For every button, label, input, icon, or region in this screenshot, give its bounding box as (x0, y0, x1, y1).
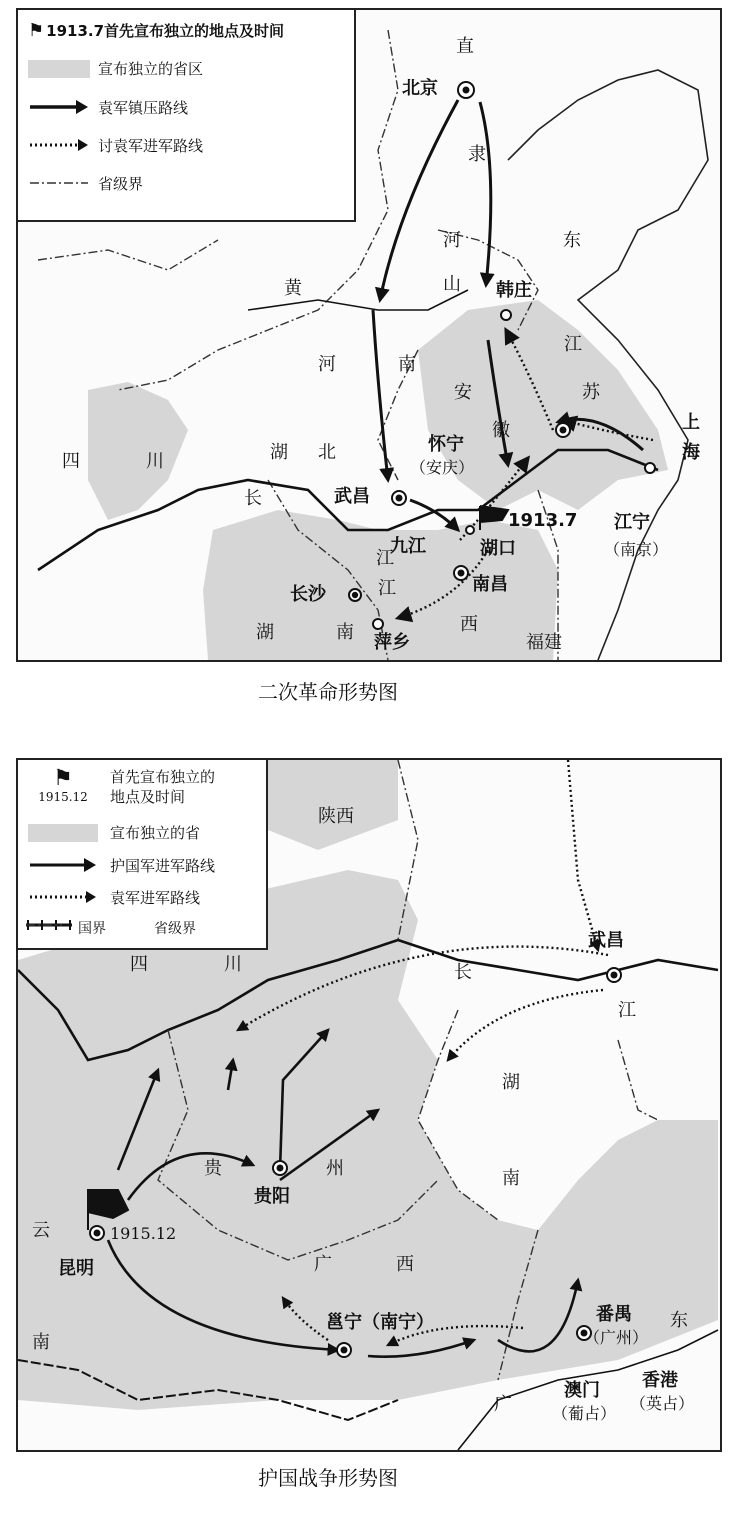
label-shanghai-1: 上 (682, 412, 700, 433)
city-hukou: 湖口 (480, 538, 516, 559)
legend-declared-provinces: 宣布独立的省区 (98, 60, 204, 78)
legend-row-anti-yuan (28, 134, 203, 156)
legend-map2 (18, 760, 268, 950)
label-sichuan-chuan: 川 (224, 954, 242, 975)
date-1915: 1915.12 (110, 1224, 177, 1243)
legend-provincial-border: 省级界 (98, 174, 144, 193)
label-anhui-an: 安 (454, 382, 472, 403)
date-1913: 1913.7 (508, 510, 578, 531)
label-sichuan-si: 四 (130, 954, 148, 975)
city-changsha: 长沙 (290, 584, 326, 605)
city-wuchang: 武昌 (588, 930, 624, 951)
label-jiangsu-jiang: 江 (564, 334, 582, 355)
city-nanjing: （南京） (604, 540, 669, 559)
flag-icon: ⚑ (53, 766, 73, 791)
legend-date: 1915.12 (38, 790, 88, 804)
label-jiangsu-su: 苏 (582, 382, 600, 403)
city-panyu: 番禺 (596, 1304, 632, 1325)
label-hunan-hu: 湖 (256, 622, 274, 643)
city-macau: 澳门 (564, 1380, 600, 1401)
legend-row-shaded (28, 822, 200, 843)
legend-declared-provinces: 宣布独立的省 (110, 824, 201, 842)
label-changjiang-chang: 长 (244, 488, 262, 509)
city-macau-occupied: （葡占） (552, 1404, 617, 1423)
label-guizhou-zhou: 州 (326, 1158, 344, 1179)
label-huanghe: 黄 (284, 278, 302, 299)
label-guizhou-gui: 贵 (204, 1158, 222, 1179)
legend-provincial-border: 省级界 (154, 921, 196, 937)
city-huaining: 怀宁 (428, 434, 464, 455)
label-jiangxi-xi: 西 (460, 614, 478, 635)
label-hubei-hu: 湖 (270, 442, 288, 463)
legend-row-shaded (28, 58, 203, 79)
city-guiyang: 贵阳 (254, 1186, 290, 1207)
label-jiangxi-jiang: 江 (378, 578, 396, 599)
shaded-shaanxi (268, 760, 398, 850)
legend-row-borders (24, 918, 196, 938)
legend-anti-yuan-route: 讨袁军进军路线 (98, 136, 204, 155)
label-hunan-nan: 南 (502, 1168, 520, 1189)
map-second-revolution (16, 8, 722, 662)
label-hunan-hu: 湖 (502, 1072, 520, 1093)
city-jiangning: 江宁 (614, 512, 650, 533)
label-hebei-he: 河 (443, 230, 461, 251)
legend-first-declare (110, 768, 215, 807)
caption-map1: 二次革命形势图 (258, 680, 398, 704)
city-nanchang: 南昌 (472, 574, 508, 595)
shaded-area-swatch (28, 824, 98, 842)
caption-map2: 护国战争形势图 (258, 1466, 398, 1490)
label-yunnan-nan: 南 (32, 1332, 50, 1353)
city-wuchang: 武昌 (334, 486, 370, 507)
legend-row-flag (28, 20, 284, 41)
label-changjiang-jiang: 江 (618, 1000, 636, 1021)
shaded-area-swatch (28, 60, 90, 78)
city-hongkong-occupied: （英占） (630, 1394, 695, 1413)
legend-row-yuan (28, 96, 188, 118)
shaded-sichuan (88, 382, 188, 520)
map-national-protection-war (16, 758, 722, 1452)
label-guangxi-guang: 广 (314, 1254, 332, 1275)
city-pingxiang: 萍乡 (374, 632, 410, 653)
city-anqing: （安庆） (410, 458, 475, 477)
legend-map1 (18, 10, 356, 222)
label-shaanxi: 陕西 (318, 806, 354, 827)
dash-dot-line-icon (28, 172, 90, 194)
label-fujian: 福建 (526, 632, 562, 653)
label-zhili-1: 直 (456, 36, 474, 57)
city-hanzhuang: 韩庄 (496, 280, 532, 301)
label-sichuan-si: 四 (62, 451, 80, 472)
legend-first-declare: 1913.7首先宣布独立的地点及时间 (46, 22, 285, 40)
city-hongkong: 香港 (642, 1370, 678, 1391)
solid-arrow-icon (28, 854, 98, 876)
city-kunming: 昆明 (58, 1258, 94, 1279)
label-yunnan-yun: 云 (32, 1220, 50, 1241)
label-anhui-hui: 徽 (492, 420, 510, 441)
legend-row-huguo (28, 854, 215, 876)
label-shanghai-2: 海 (682, 442, 700, 463)
label-guangdong-guang: 广 (494, 1394, 512, 1415)
legend-national-border: 国界 (78, 921, 106, 937)
legend-row-border (28, 172, 143, 194)
label-changjiang-chang: 长 (454, 962, 472, 983)
legend-flag-block (28, 768, 98, 804)
label-hunan-nan: 南 (336, 622, 354, 643)
yellow-river (248, 290, 468, 310)
legend-yuan-route: 袁军镇压路线 (98, 98, 189, 117)
dotted-arrow-icon (28, 134, 90, 156)
legend-first-declare-2: 地点及时间 (110, 787, 186, 806)
legend-huguo-route: 护国军进军路线 (110, 856, 216, 875)
label-hubei-bei: 北 (318, 442, 336, 463)
label-shan: 山 (443, 274, 461, 295)
city-guangzhou: （广州） (584, 1328, 649, 1347)
solid-arrow-icon (28, 96, 90, 118)
flag-icon: ⚑ (28, 20, 45, 41)
label-changjiang-jiang: 江 (376, 548, 394, 569)
label-sichuan-chuan: 川 (146, 451, 164, 472)
label-henan-nan: 南 (398, 354, 416, 375)
label-dong: 东 (563, 230, 581, 251)
legend-row-yuan (28, 886, 200, 908)
label-henan-he: 河 (318, 354, 336, 375)
label-guangxi-xi: 西 (396, 1254, 414, 1275)
dotted-arrow-icon (28, 886, 98, 908)
city-beijing: 北京 (402, 78, 438, 99)
city-jiujiang: 九江 (390, 536, 426, 557)
label-zhili-2: 隶 (468, 144, 486, 165)
legend-first-declare-1: 首先宣布独立的 (110, 768, 216, 786)
city-yongning: 邕宁（南宁） (326, 1312, 434, 1333)
label-guangdong-dong: 东 (670, 1310, 688, 1331)
legend-yuan-route: 袁军进军路线 (110, 888, 201, 907)
dash-dot-line-icon (110, 921, 150, 935)
